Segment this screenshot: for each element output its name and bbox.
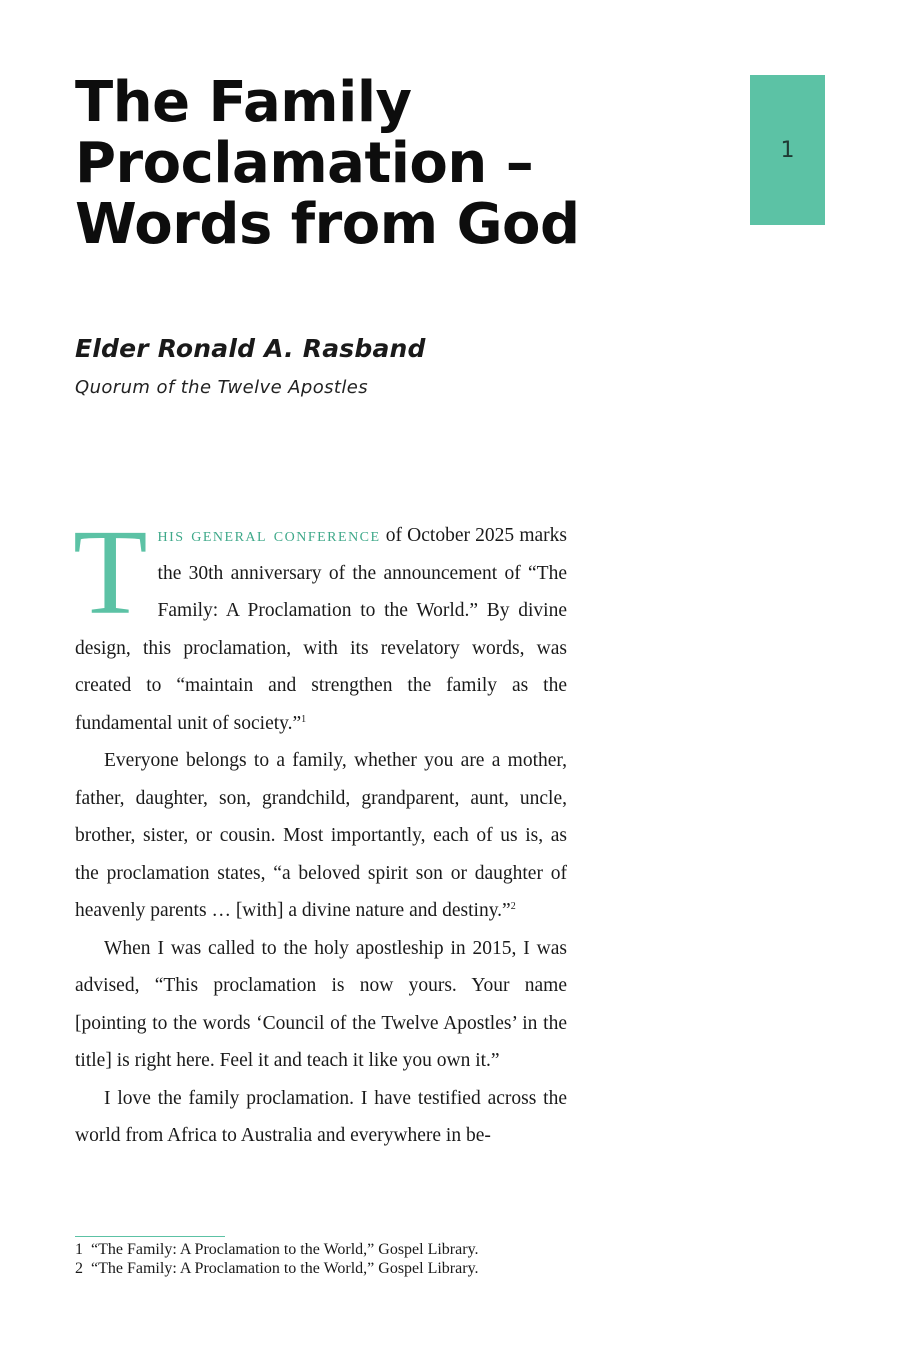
footnote-number: 2	[75, 1260, 83, 1277]
paragraph-4: I love the family proclamation. I have testified across the world from Africa to Australia and everywhere in be-	[75, 1087, 567, 1146]
footnote-number: 1	[75, 1241, 83, 1258]
footnote-text: “The Family: A Proclamation to the World,” Gospel Library.	[91, 1241, 479, 1258]
paragraph-2	[75, 742, 567, 930]
page-number-tab	[750, 75, 825, 225]
footnote-1	[75, 1240, 675, 1259]
page-number: 1	[780, 137, 795, 163]
author-title: Quorum of the Twelve Apostles	[75, 377, 368, 398]
paragraph-2-text: Everyone belongs to a family, whether you are a mother, father, daughter, son, grandchild, grandparent, aunt, uncle, brother, sister, or cousin. Most importantly, each of us is, as the proclamation states, “a beloved spirit son or daughter of heavenly parents … [with] a divine nature and destiny.”	[75, 750, 567, 921]
drop-cap: T	[73, 505, 148, 640]
footnote-text: “The Family: A Proclamation to the World,” Gospel Library.	[91, 1260, 479, 1277]
footnote-divider	[75, 1236, 225, 1237]
footnote-2	[75, 1259, 675, 1278]
footnote-ref-1[interactable]: 1	[301, 713, 307, 725]
paragraph-1	[73, 505, 568, 742]
article-body	[73, 505, 568, 1155]
article-title: The Family Proclamation – Words from God	[75, 70, 580, 257]
author-name: Elder Ronald A. Rasband	[75, 334, 426, 363]
paragraph-3: When I was called to the holy apostleship in 2015, I was advised, “This proclamation is now yours. Your name [pointing to the words ‘Council of the Twelve Apostles’ in the title] is right here. Feel it and teach it like you own it.”	[75, 937, 567, 1071]
paragraph-1-text: of October 2025 marks the 30th anniversary of the announcement of “The Family: A Proclamation to the World.” By divine design, this proclamation, with its revelatory words, was created to “maintain and strengthen the family as the fundamental unit of society.”	[75, 525, 568, 734]
footnotes	[75, 1240, 675, 1278]
lead-smallcaps: his general conference	[157, 525, 381, 546]
footnote-ref-2[interactable]: 2	[510, 901, 516, 912]
